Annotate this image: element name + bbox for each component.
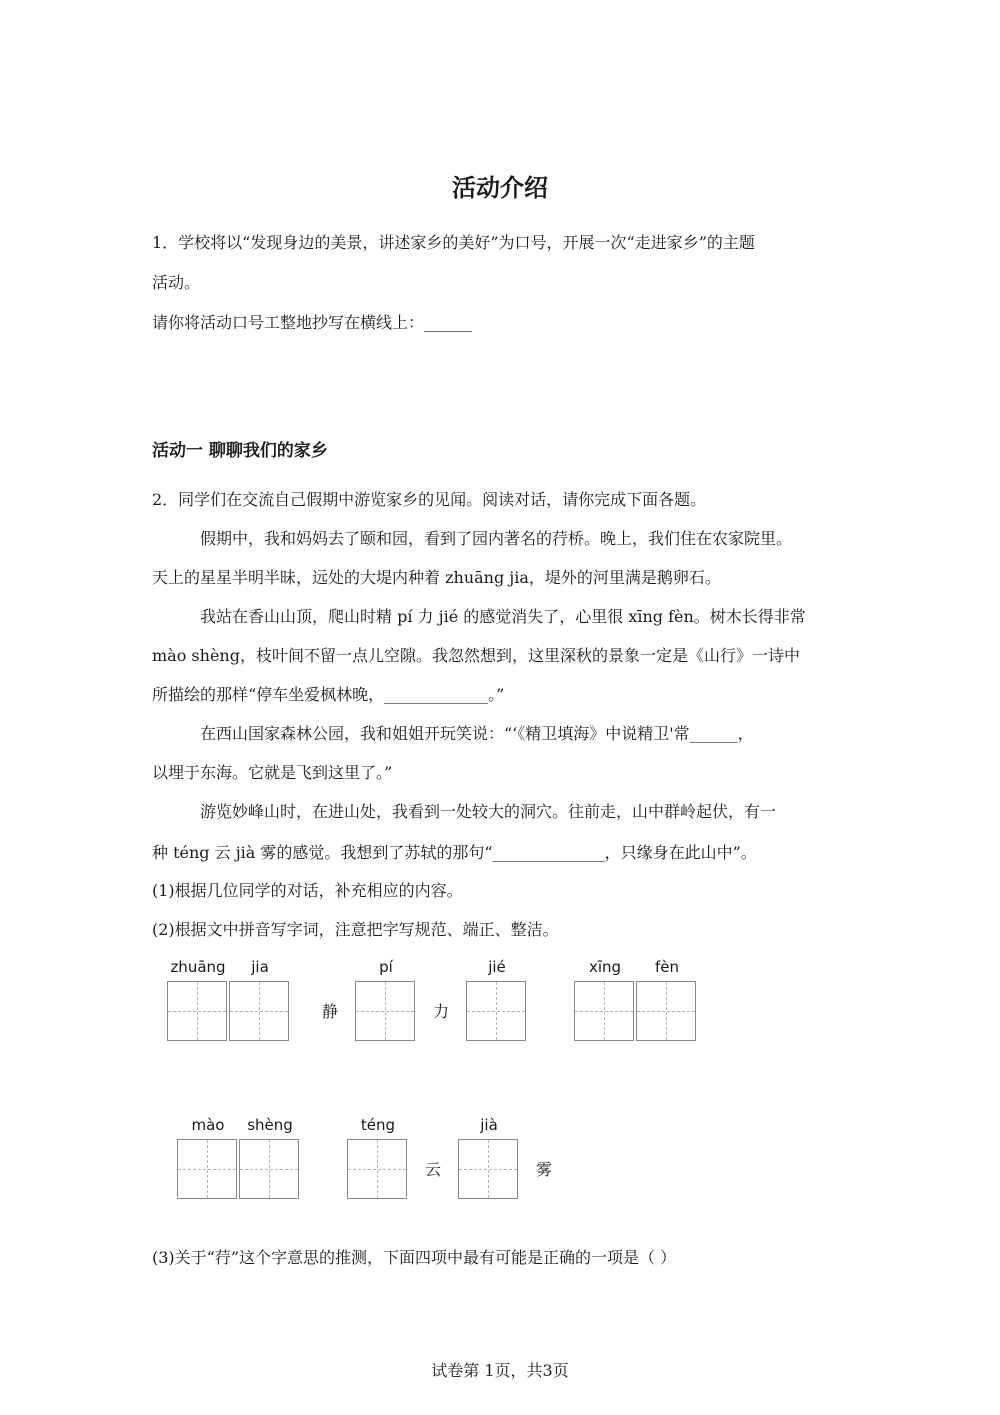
q1-line3: 请你将活动口号工整地抄写在横线上：______	[152, 313, 473, 332]
q2-p1b: 天上的星星半明半昧，远处的大堤内种着 zhuāng jia，堤外的河里满是鹅卵石。	[152, 568, 721, 587]
pinyin-label: jié	[488, 958, 506, 976]
q2-sub3: (3)关于“荇”这个字意思的推测，下面四项中最有可能是正确的一项是（ ）	[152, 1248, 677, 1267]
writing-box[interactable]	[347, 1139, 407, 1199]
writing-box[interactable]	[458, 1139, 518, 1199]
q1-line1: 1．学校将以“发现身边的美景，讲述家乡的美好”为口号，开展一次“走进家乡”的主题	[152, 233, 755, 252]
given-character: 云	[425, 1160, 442, 1179]
q2-p4b: 种 téng 云 jià 雾的感觉。我想到了苏轼的那句“______________，只缘身在此山中”。	[152, 843, 757, 862]
writing-box[interactable]	[574, 981, 634, 1041]
pinyin-label: pí	[379, 958, 393, 976]
q2-p3a: 在西山国家森林公园，我和姐姐开玩笑说：“‘《精卫填海》中说精卫'常______，	[200, 724, 754, 743]
q2-p4a: 游览妙峰山时，在进山处，我看到一处较大的洞穴。往前走，山中群岭起伏，有一	[200, 802, 777, 821]
q2-p3b: 以埋于东海。它就是飞到这里了。”	[152, 763, 393, 782]
q2-p2b: mào shèng，枝叶间不留一点儿空隙。我忽然想到，这里深秋的景象一定是《山行》一诗中	[152, 646, 800, 665]
writing-box[interactable]	[177, 1139, 237, 1199]
writing-box[interactable]	[239, 1139, 299, 1199]
pinyin-label: jia	[251, 958, 269, 976]
pinyin-label: mào	[191, 1116, 225, 1134]
writing-box[interactable]	[229, 981, 289, 1041]
pinyin-label: téng	[360, 1116, 396, 1134]
writing-box[interactable]	[167, 981, 227, 1041]
q2-intro: 2．同学们在交流自己假期中游览家乡的见闻。阅读对话，请你完成下面各题。	[152, 490, 707, 509]
writing-box[interactable]	[355, 981, 415, 1041]
q2-sub2: (2)根据文中拼音写字词，注意把字写规范、端正、整洁。	[152, 920, 559, 939]
given-character: 力	[433, 1002, 450, 1021]
q2-p1a: 假期中，我和妈妈去了颐和园，看到了园内著名的荇桥。晚上，我们住在农家院里。	[200, 529, 793, 548]
writing-box[interactable]	[636, 981, 696, 1041]
pinyin-label: jià	[480, 1116, 498, 1134]
q2-sub1: (1)根据几位同学的对话，补充相应的内容。	[152, 881, 463, 900]
q2-p2c: 所描绘的那样“停车坐爱枫林晚，_____________。”	[152, 685, 505, 704]
section-heading: 活动一 聊聊我们的家乡	[152, 441, 328, 461]
q2-p2a: 我站在香山山顶，爬山时精 pí 力 jié 的感觉消失了，心里很 xīng fèn。树木长得非常	[200, 607, 806, 626]
page-footer: 试卷第 1页，共3页	[431, 1361, 569, 1380]
pinyin-label: fèn	[654, 958, 680, 976]
given-character: 静	[322, 1002, 339, 1021]
pinyin-label: xīng	[588, 958, 622, 976]
pinyin-label: zhuāng	[170, 958, 226, 976]
writing-box[interactable]	[466, 981, 526, 1041]
given-character: 雾	[536, 1160, 553, 1179]
page-title: 活动介绍	[452, 174, 548, 202]
q1-line2: 活动。	[152, 273, 201, 292]
pinyin-label: shèng	[247, 1116, 293, 1134]
